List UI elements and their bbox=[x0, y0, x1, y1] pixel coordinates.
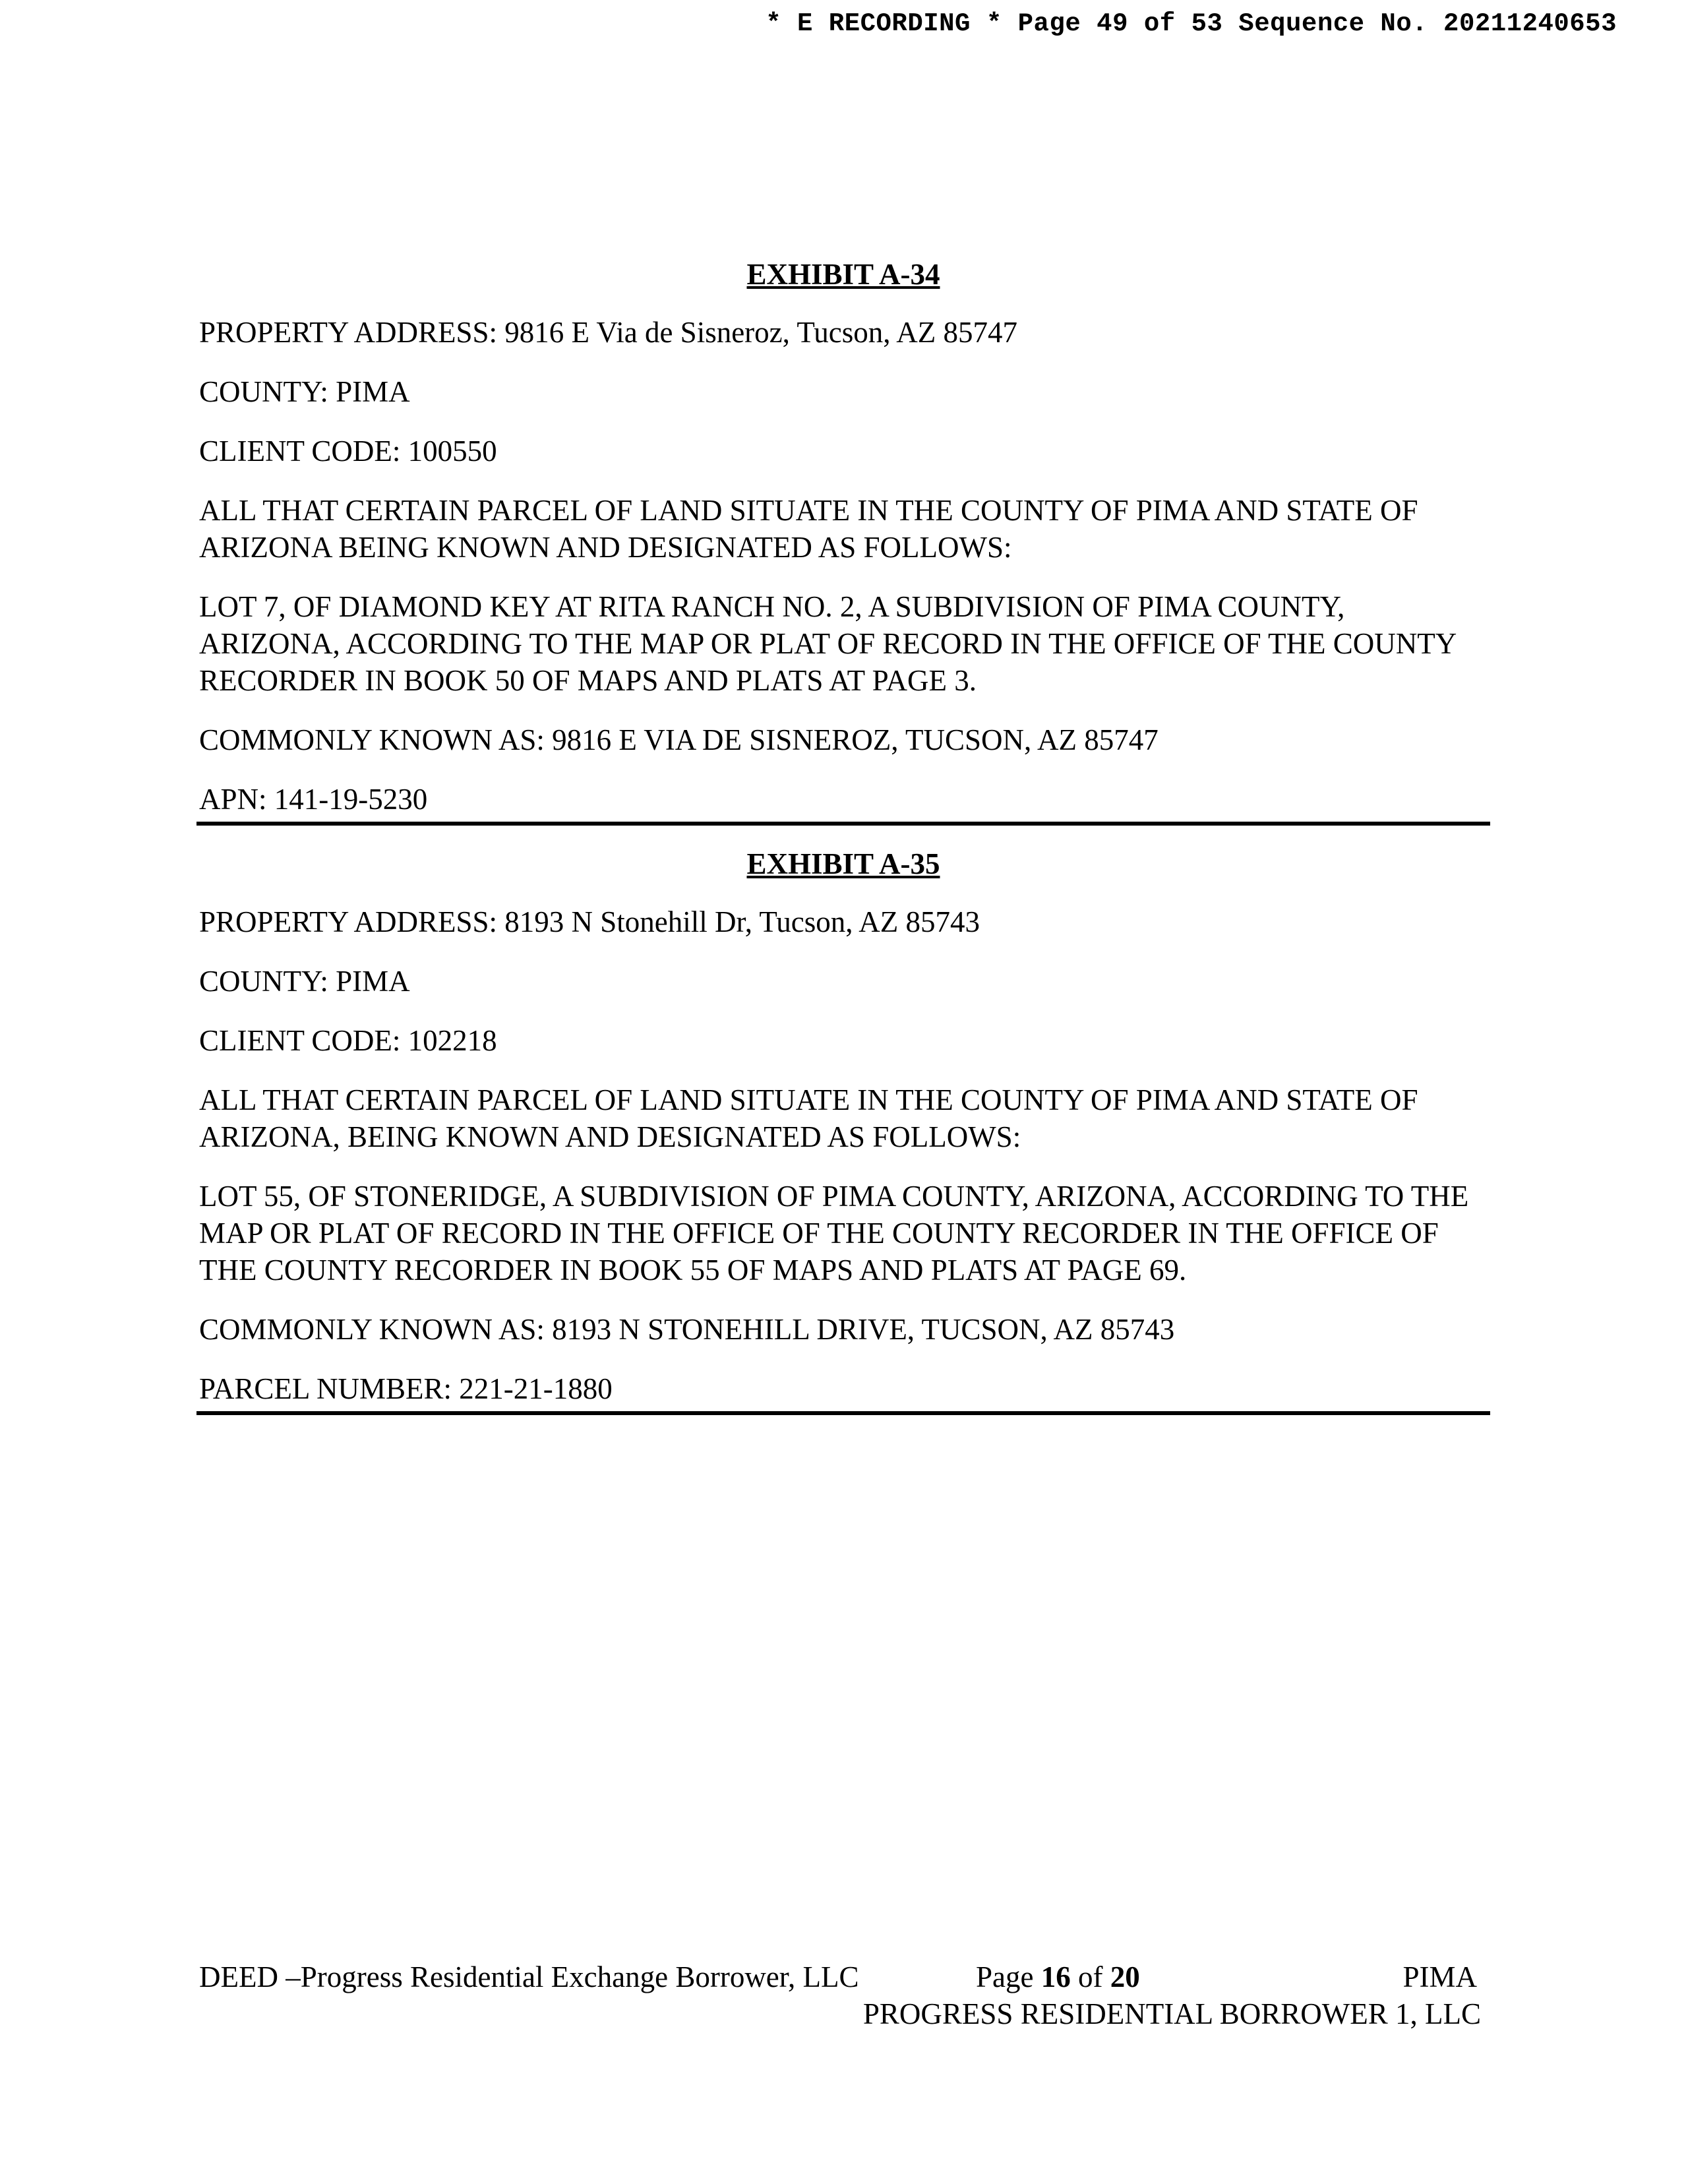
section-divider bbox=[196, 822, 1490, 826]
exhibit-title: EXHIBIT A-34 bbox=[746, 258, 940, 291]
page-current: 16 bbox=[1040, 1960, 1071, 1993]
deed-label: DEED –Progress Residential Exchange Borrower, LLC bbox=[199, 1960, 859, 1993]
page-number bbox=[976, 1958, 1140, 1995]
client-code: CLIENT CODE: 102218 bbox=[199, 1024, 497, 1057]
parcel-number: APN: 141-19-5230 bbox=[199, 783, 428, 816]
commonly-known-as: COMMONLY KNOWN AS: 8193 N STONEHILL DRIVE, TUCSON, AZ 85743 bbox=[199, 1313, 1175, 1346]
recording-stamp: * E RECORDING * Page 49 of 53 Sequence No. 20211240653 bbox=[766, 9, 1617, 38]
county: COUNTY: PIMA bbox=[199, 965, 410, 998]
commonly-known-as: COMMONLY KNOWN AS: 9816 E VIA DE SISNEROZ, TUCSON, AZ 85747 bbox=[199, 723, 1159, 756]
county: COUNTY: PIMA bbox=[199, 375, 410, 408]
parcel-intro: ALL THAT CERTAIN PARCEL OF LAND SITUATE IN THE COUNTY OF PIMA AND STATE OF ARIZONA, BEING KNOWN AND DESIGNATED AS FOLLOWS: bbox=[199, 1083, 1418, 1153]
exhibit-a-35 bbox=[196, 845, 1490, 1415]
page-total: 20 bbox=[1110, 1960, 1140, 1993]
page-footer bbox=[196, 1958, 1490, 2032]
client-code: CLIENT CODE: 100550 bbox=[199, 435, 497, 468]
exhibit-a-34 bbox=[196, 256, 1490, 826]
property-address: PROPERTY ADDRESS: 9816 E Via de Sisneroz, Tucson, AZ 85747 bbox=[199, 316, 1017, 349]
exhibit-title: EXHIBIT A-35 bbox=[746, 847, 940, 880]
page-prefix: Page bbox=[976, 1960, 1041, 1993]
document-body bbox=[196, 256, 1490, 1435]
legal-description: LOT 7, OF DIAMOND KEY AT RITA RANCH NO. 2, A SUBDIVISION OF PIMA COUNTY, ARIZONA, ACCORDING TO THE MAP OR PLAT OF RECORD IN THE OFFICE OF THE COUNTY RECORDER IN BOOK 50 OF MAPS AND PLATS AT PAGE 3. bbox=[199, 590, 1456, 697]
parcel-number: PARCEL NUMBER: 221-21-1880 bbox=[199, 1372, 613, 1405]
page-of: of bbox=[1070, 1960, 1110, 1993]
property-address: PROPERTY ADDRESS: 8193 N Stonehill Dr, Tucson, AZ 85743 bbox=[199, 905, 980, 938]
footer-county: PIMA bbox=[1402, 1960, 1477, 1993]
legal-description: LOT 55, OF STONERIDGE, A SUBDIVISION OF PIMA COUNTY, ARIZONA, ACCORDING TO THE MAP OR PLAT OF RECORD IN THE OFFICE OF THE COUNTY RECORDER IN THE OFFICE OF THE COUNTY RECORDER IN BOOK 55 OF MAPS AND PLATS AT PAGE 69. bbox=[199, 1180, 1469, 1287]
parcel-intro: ALL THAT CERTAIN PARCEL OF LAND SITUATE IN THE COUNTY OF PIMA AND STATE OF ARIZONA BEING KNOWN AND DESIGNATED AS FOLLOWS: bbox=[199, 494, 1418, 564]
borrower-name: PROGRESS RESIDENTIAL BORROWER 1, LLC bbox=[862, 1997, 1481, 2030]
section-divider bbox=[196, 1411, 1490, 1415]
